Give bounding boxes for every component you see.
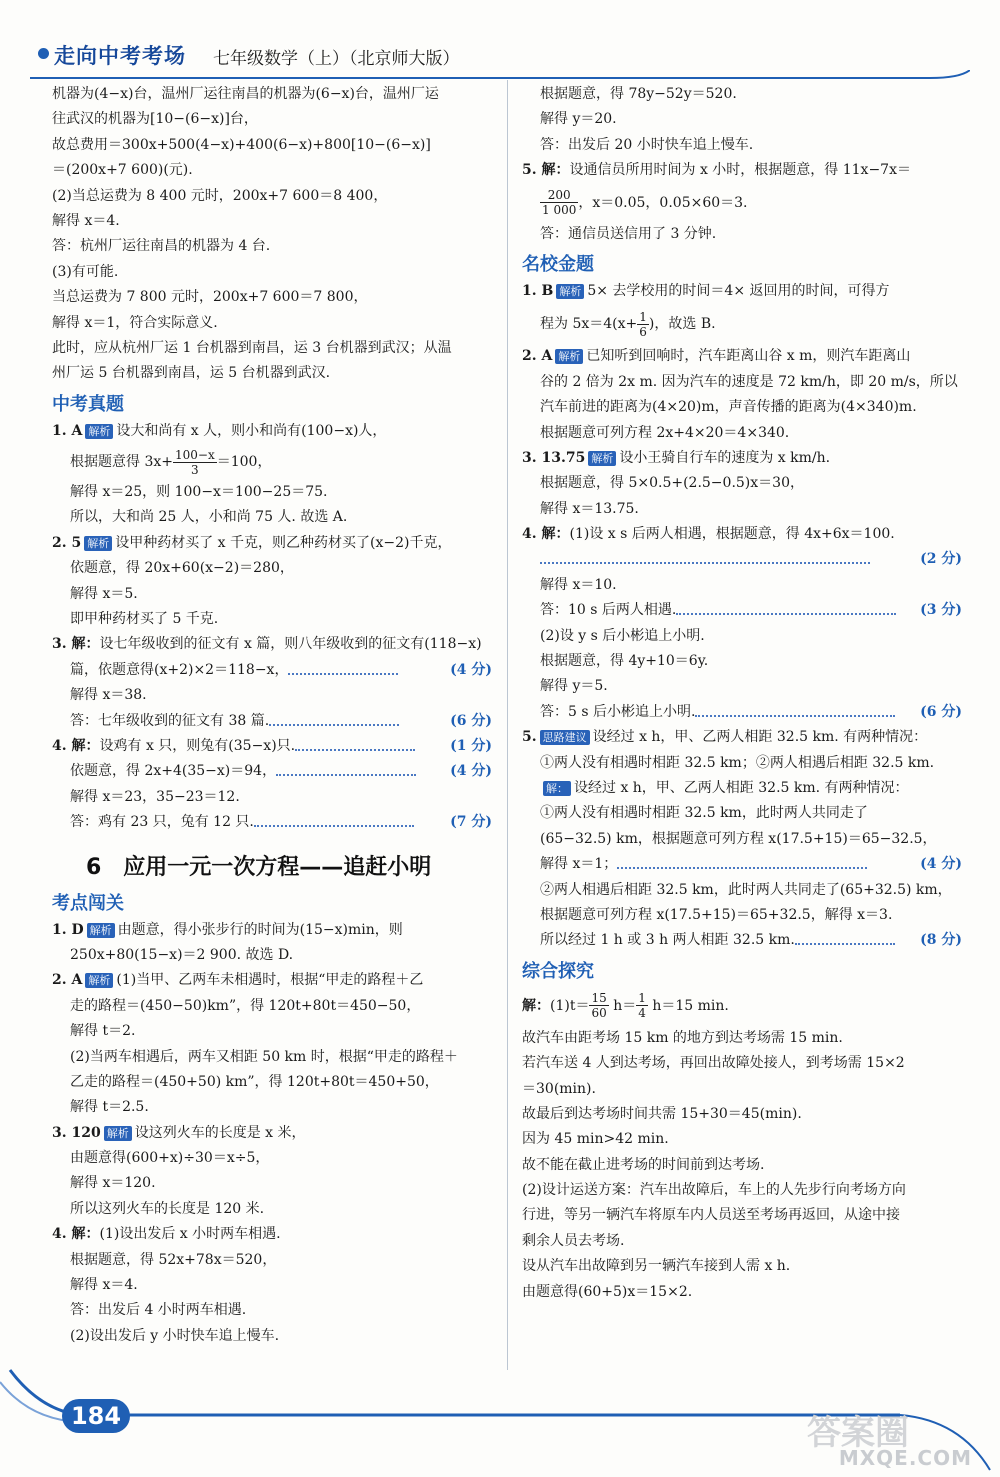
text-line: 设经过 x h，甲、乙两人相距 32.5 km. 有两种情况： xyxy=(574,779,909,796)
column-divider xyxy=(507,80,508,1370)
series-title: 走向中考考场 xyxy=(54,44,186,68)
text-line: 故总费用＝300x+500(4−x)+400(6−x)+800[10−(6−x)] xyxy=(52,136,431,153)
text-line: 已知听到回响时，汽车距离山谷 x m，则汽车距离山 xyxy=(586,348,911,365)
fraction: $\frac{1}{4}$ xyxy=(638,991,646,1021)
analysis-badge: 解析 xyxy=(85,973,113,988)
score-label: (1 分) xyxy=(450,737,492,754)
text-line: 解得 x＝38. xyxy=(70,687,147,704)
page-number: 184 xyxy=(62,1399,130,1433)
score-label: (4 分) xyxy=(920,856,962,873)
text-line: 解得 x＝4. xyxy=(70,1277,138,1294)
text-line: (1)当甲、乙两车未相遇时，根据“甲走的路程＋乙 xyxy=(116,972,424,989)
svg-text:答案圈: 答案圈 xyxy=(807,1413,909,1453)
chapter-title: 6 应用一元一次方程——追赶小明 xyxy=(86,854,432,880)
score-label: (2 分) xyxy=(920,551,962,568)
text-line: 解得 x＝5. xyxy=(70,585,138,602)
text-line: 即甲种药材买了 5 千克. xyxy=(70,611,219,628)
text-line: 乙走的路程＝(450+50) km”，得 120t+80t＝450+50， xyxy=(70,1073,439,1090)
text-line: 此时，应从杭州厂运 1 台机器到南昌，运 3 台机器到武汉；从温 xyxy=(52,339,452,356)
text-line: 5× 去学校用的时间＝4× 返回用的时间，可得方 xyxy=(587,282,890,299)
text-line: 故最后到达考场时间共需 15+30＝45(min). xyxy=(522,1105,802,1122)
text-line: ＝30(min). xyxy=(522,1080,596,1097)
question-number: 3. 解： xyxy=(52,636,100,653)
text-line: (65−32.5) km，根据题意可列方程 x(17.5+15)＝65−32.5， xyxy=(540,830,937,847)
analysis-badge: 解： xyxy=(543,781,571,796)
question-number: 3. 120 xyxy=(52,1124,101,1141)
text-line: 根据题意得 3x+ xyxy=(70,454,173,471)
book-title: 七年级数学（上）（北京师大版） xyxy=(213,49,460,69)
analysis-badge: 解析 xyxy=(588,451,616,466)
text-line: (2)当两车相遇后，两车又相距 50 km 时，根据“甲走的路程＋ xyxy=(70,1048,458,1065)
section-heading-mingxiao: 名校金题 xyxy=(522,253,594,275)
question-number: 1. A xyxy=(52,422,83,439)
question-number: 4. 解： xyxy=(522,526,570,543)
section-heading-zhongkao: 中考真题 xyxy=(52,393,124,415)
analysis-badge: 解析 xyxy=(85,424,113,439)
question-number: 4. 解： xyxy=(52,737,100,754)
text-line: 汽车前进的距离为(4×20)m，声音传播的距离为(4×340)m. xyxy=(540,399,917,416)
fraction: $\frac{100-x}{3}$ xyxy=(174,447,215,477)
text-line: 设鸡有 x 只，则兔有(35−x)只. xyxy=(99,737,296,754)
fraction: $\frac{1}{6}$ xyxy=(639,309,647,339)
text-line: 根据题意，得 4y+10＝6y. xyxy=(540,653,709,670)
text-line: ，x＝0.05，0.05×60＝3. xyxy=(578,194,748,211)
text-line: 程为 5x＝4 xyxy=(540,316,613,333)
text-line: 解得 x＝23，35−23＝12. xyxy=(70,788,240,805)
text-line: 根据题意可列方程 x(17.5+15)＝65+32.5，解得 x＝3. xyxy=(540,906,893,923)
text-line: (3)有可能. xyxy=(52,263,119,280)
question-number: 1. D xyxy=(52,921,84,938)
header-dot-icon xyxy=(38,48,49,59)
text-line: 若汽车送 4 人到达考场，再回出故障处接人，到考场需 15×2 xyxy=(522,1055,905,1072)
text-line: 谷的 2 倍为 2x m. 因为汽车的速度是 72 km/h，即 20 m/s，所以 xyxy=(540,373,958,390)
text-line: 依题意，得 2x+4(35−x)＝94， xyxy=(70,763,277,780)
text-line: 答：通信员送信用了 3 分钟. xyxy=(540,225,717,242)
right-column xyxy=(522,82,962,1305)
text-line: 设大和尚有 x 人，则小和尚有(100−x)人， xyxy=(116,422,387,439)
text-line: 设经过 x h，甲、乙两人相距 32.5 km. 有两种情况： xyxy=(592,729,928,746)
question-number: 1. B xyxy=(522,282,554,299)
text-line: 答：杭州厂运往南昌的机器为 4 台. xyxy=(52,238,271,255)
section-heading-zonghe: 综合探究 xyxy=(522,960,594,982)
text-line: 故汽车由距考场 15 km 的地方到达考场需 15 min. xyxy=(522,1029,843,1046)
analysis-badge: 解析 xyxy=(555,349,583,364)
text-line: 篇，依题意得(x+2)×2＝118−x， xyxy=(70,661,289,678)
text-line: 设小王骑自行车的速度为 x km/h. xyxy=(619,449,831,466)
question-number: 2. 5 xyxy=(52,534,82,551)
text-line: (2)当总运费为 8 400 元时，200x+7 600＝8 400， xyxy=(52,187,388,204)
text-line: 答：出发后 4 小时两车相遇. xyxy=(70,1302,247,1319)
text-line: )，故选 B. xyxy=(648,316,716,333)
text-line: 解得 x＝1； xyxy=(540,856,618,873)
text-line: 答：5 s 后小彬追上小明. xyxy=(540,703,696,720)
text-line: 解得 y＝5. xyxy=(540,678,608,695)
text-line: 答：出发后 20 小时快车追上慢车. xyxy=(540,136,754,153)
text-line: 因为 45 min>42 min. xyxy=(522,1131,669,1148)
fraction: $\frac{15}{60}$ xyxy=(591,991,607,1021)
question-number: 4. 解： xyxy=(52,1226,100,1243)
text-line: 所以这列火车的长度是 120 米. xyxy=(70,1200,265,1217)
left-column xyxy=(52,82,492,1349)
score-label: (6 分) xyxy=(920,703,962,720)
score-label: (4 分) xyxy=(450,763,492,780)
text-line: ①两人没有相遇时相距 32.5 km；②两人相遇后相距 32.5 km. xyxy=(540,754,935,771)
text-line: 故不能在截止进考场的时间前到达考场. xyxy=(522,1156,765,1173)
text-line: 250x+80(15−x)＝2 900. 故选 D. xyxy=(70,946,294,963)
hint-badge: 思路建议 xyxy=(540,730,590,745)
text-line: 答：七年级收到的征文有 38 篇. xyxy=(70,712,270,729)
text-line: (2)设 y s 后小彬追上小明. xyxy=(540,627,705,644)
score-label: (4 分) xyxy=(450,661,492,678)
text-line: ＝(200x+7 600)(元). xyxy=(52,162,193,179)
question-number: 3. 13.75 xyxy=(522,449,586,466)
text-line: 解得 t＝2.5. xyxy=(70,1099,149,1116)
text-line: 解得 x＝25，则 100−x＝100−25＝75. xyxy=(70,484,328,501)
text-line: 所以经过 1 h 或 3 h 两人相距 32.5 km. xyxy=(540,932,795,949)
text-line: (2)设计运送方案：汽车出故障后，车上的人先步行向考场方向 xyxy=(522,1182,906,1199)
question-number: 2. A xyxy=(52,972,83,989)
text-line: ②两人相遇后相距 32.5 km，此时两人共同走了(65+32.5) km， xyxy=(540,881,952,898)
text-line: 由题意得(60+5)x＝15×2. xyxy=(522,1283,693,1300)
analysis-badge: 解析 xyxy=(104,1126,132,1141)
text-line: 设这列火车的长度是 x 米， xyxy=(134,1124,306,1141)
text-line: 设通信员所用时间为 x 小时，根据题意，得 11x−7x＝ xyxy=(569,162,911,179)
score-label: (7 分) xyxy=(450,814,492,831)
text-line: (1)t＝ xyxy=(550,997,590,1014)
question-number: 5. 解： xyxy=(522,162,570,179)
text-line: (1)设 x s 后两人相遇，根据题意，得 4x+6x＝100. xyxy=(569,526,895,543)
text-line: 设甲种药材买了 x 千克，则乙种药材买了(x−2)千克， xyxy=(115,534,452,551)
text-line: 解得 t＝2. xyxy=(70,1023,136,1040)
text-line: (x+ xyxy=(612,316,638,333)
text-line: 根据题意，得 78y−52y＝520. xyxy=(540,86,737,102)
text-line: h＝15 min. xyxy=(652,997,729,1014)
question-number: 2. A xyxy=(522,348,553,365)
text-line: 设七年级收到的征文有 x 篇，则八年级收到的征文有(118−x) xyxy=(99,636,482,653)
analysis-badge: 解析 xyxy=(84,536,112,551)
score-label: (6 分) xyxy=(450,712,492,729)
text-line: 当总运费为 7 800 元时，200x+7 600＝7 800， xyxy=(52,289,368,306)
text-line: 解得 x＝120. xyxy=(70,1175,156,1192)
text-line: 剩余人员去考场. xyxy=(522,1232,625,1249)
section-heading-kaodian: 考点闯关 xyxy=(52,892,124,914)
text-line: 走的路程＝(450−50)km”，得 120t+80t＝450−50， xyxy=(70,997,421,1014)
analysis-badge: 解析 xyxy=(87,923,115,938)
text-line: 根据题意可列方程 2x+4×20＝4×340. xyxy=(540,424,790,441)
text-line: 解得 y＝20. xyxy=(540,111,617,128)
fraction: $\frac{200}{1 000}$ xyxy=(542,188,577,218)
question-number: 5. xyxy=(522,729,537,746)
text-line: 往武汉的机器为[10−(6−x)]台， xyxy=(52,111,258,128)
analysis-badge: 解析 xyxy=(556,284,584,299)
text-line: 行进，等另一辆汽车将原车内人员送至考场再返回，从途中接 xyxy=(522,1207,900,1224)
text-line: 由题意，得小张步行的时间为(15−x)min，则 xyxy=(117,921,403,938)
text-line: 州厂运 5 台机器到南昌，运 5 台机器到武汉. xyxy=(52,365,331,382)
text-line: 答：10 s 后两人相遇. xyxy=(540,602,677,619)
watermark-url: MXQE.COM xyxy=(838,1446,972,1470)
header-rule xyxy=(30,70,970,80)
text-line: 由题意得(600+x)÷30＝x÷5， xyxy=(70,1150,270,1167)
text-line: 解得 x＝10. xyxy=(540,576,617,593)
text-line: 解得 x＝13.75. xyxy=(540,500,639,517)
text-line: 根据题意，得 52x+78x＝520， xyxy=(70,1251,277,1268)
text-line: ＝100， xyxy=(216,454,272,471)
text-line: 依题意，得 20x+60(x−2)＝280， xyxy=(70,560,294,577)
text-line: (2)设出发后 y 小时快车追上慢车. xyxy=(70,1327,280,1344)
text-line: 根据题意，得 5×0.5+(2.5−0.5)x＝30， xyxy=(540,475,804,492)
text-line: 解得 x＝1，符合实际意义. xyxy=(52,314,218,331)
solution-label: 解： xyxy=(522,997,550,1014)
text-line: 机器为(4−x)台，温州厂运往南昌的机器为(6−x)台，温州厂运 xyxy=(52,86,439,102)
text-line: 设从汽车出故障到另一辆汽车接到人需 x h. xyxy=(522,1258,791,1275)
text-line: 答：鸡有 23 只，兔有 12 只. xyxy=(70,814,254,831)
text-line: h＝ xyxy=(613,997,637,1014)
score-label: (8 分) xyxy=(920,932,962,949)
text-line: ①两人没有相遇时相距 32.5 km，此时两人共同走了 xyxy=(540,805,868,822)
score-label: (3 分) xyxy=(920,602,962,619)
text-line: 所以，大和尚 25 人，小和尚 75 人. 故选 A. xyxy=(70,509,348,526)
page-header xyxy=(0,0,1000,80)
text-line: (1)设出发后 x 小时两车相遇. xyxy=(99,1226,281,1243)
text-line: 解得 x＝4. xyxy=(52,212,120,229)
